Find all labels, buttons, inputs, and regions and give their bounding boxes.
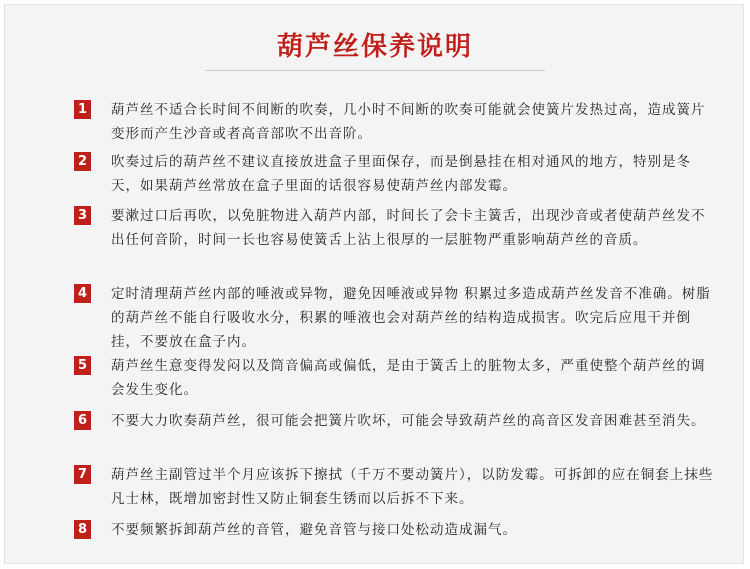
item-text: 定时清理葫芦丝内部的唾液或异物，避免因唾液或异物 积累过多造成葫芦丝发音不准确。树脂的葫芦丝不能自行吸收水分，积累的唾液也会对葫芦丝的结构造成损害。吹完后应甩干并倒挂，不要放在盒子内。 — [111, 286, 711, 350]
item-number-badge: 5 — [74, 356, 91, 375]
item-number-badge: 6 — [74, 411, 91, 430]
item-text: 不要大力吹奏葫芦丝，很可能会把簧片吹坏，可能会导致葫芦丝的高音区发音困难甚至消失。 — [111, 413, 706, 429]
item-text: 葫芦丝生意变得发闷以及筒音偏高或偏低，是由于簧舌上的脏物太多，严重使整个葫芦丝的调会发生变化。 — [111, 358, 706, 398]
item-number-badge: 7 — [74, 465, 91, 484]
document-title: 葫芦丝保养说明 — [276, 32, 473, 62]
item-text: 不要频繁拆卸葫芦丝的音管，避免音管与接口处松动造成漏气。 — [111, 522, 517, 538]
item-text: 葫芦丝主副管过半个月应该拆下擦拭（千万不要动簧片），以防发霉。可拆卸的应在铜套上抹些凡士林，既增加密封性又防止铜套生锈而以后拆不下来。 — [111, 467, 714, 507]
title-divider — [205, 70, 545, 71]
item-text: 吹奏过后的葫芦丝不建议直接放进盒子里面保存，而是倒悬挂在相对通风的地方，特别是冬天，如果葫芦丝常放在盒子里面的话很容易使葫芦丝内部发霉。 — [111, 154, 691, 194]
item-number-badge: 2 — [74, 152, 91, 171]
item-number-badge: 3 — [74, 206, 91, 225]
item-text: 要漱过口后再吹，以免脏物进入葫芦内部，时间长了会卡主簧舌，出现沙音或者使葫芦丝发不出任何音阶，时间一长也容易使簧舌上沾上很厚的一层脏物严重影响葫芦丝的音质。 — [111, 208, 706, 248]
item-text: 葫芦丝不适合长时间不间断的吹奏，几小时不间断的吹奏可能就会使簧片发热过高，造成簧片变形而产生沙音或者高音部吹不出音阶。 — [111, 102, 706, 142]
item-number-badge: 4 — [74, 284, 91, 303]
item-number-badge: 1 — [74, 100, 91, 119]
item-number-badge: 8 — [74, 520, 91, 539]
